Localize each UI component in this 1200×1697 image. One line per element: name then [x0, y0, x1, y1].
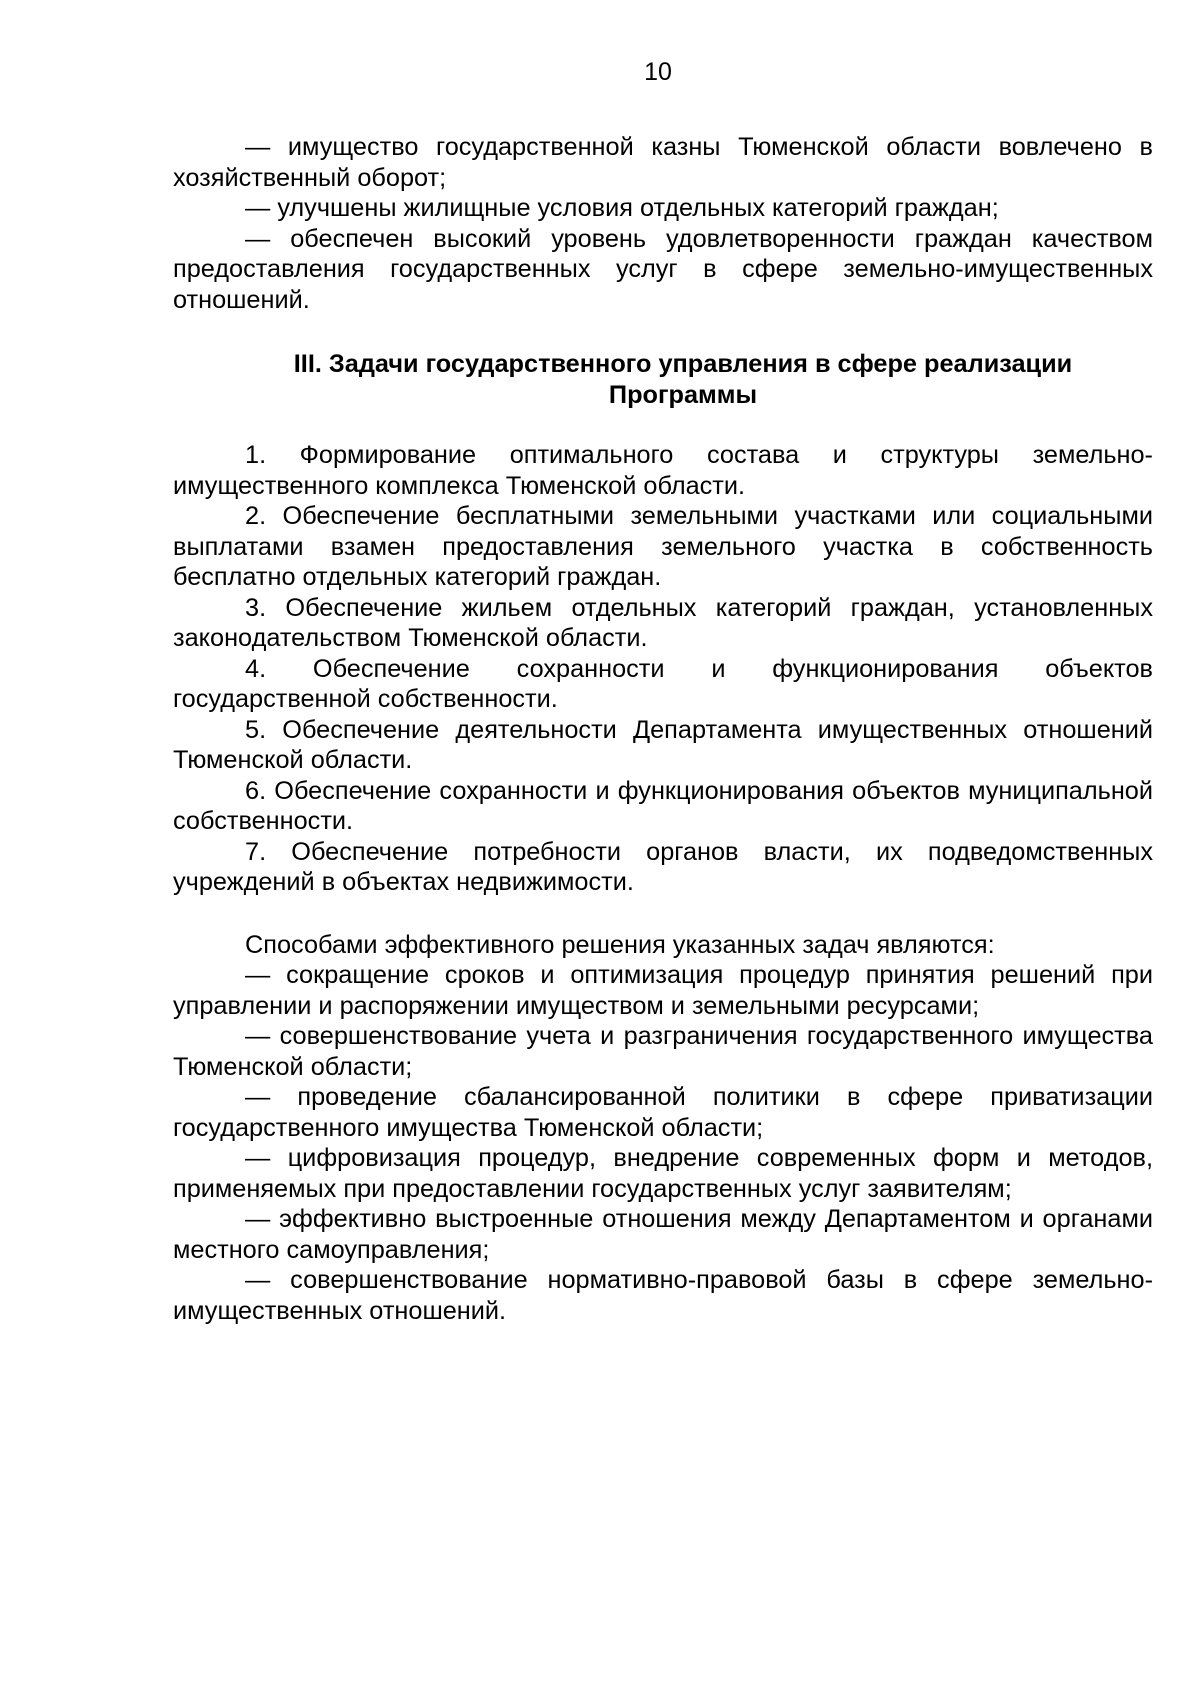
- method-item: — совершенствование нормативно-правовой базы в сфере земельно-имущественных отношений.: [173, 1266, 1153, 1325]
- task-item: 4. Обеспечение сохранности и функционирования объектов государственной собственности.: [173, 654, 1153, 713]
- intro-item: — улучшены жилищные условия отдельных категорий граждан;: [245, 194, 999, 222]
- method-item: — эффективно выстроенные отношения между Департаментом и органами местного самоуправления;: [173, 1205, 1153, 1264]
- task-item: 5. Обеспечение деятельности Департамента имущественных отношений Тюменской области.: [173, 715, 1153, 774]
- section-title-line: III. Задачи государственного управления в сфере реализации: [293, 350, 1073, 378]
- paragraph-gap: [173, 898, 1153, 930]
- page-number: 10: [644, 58, 672, 86]
- method-item: — проведение сбалансированной политики в сфере приватизации государственного имущества Тюменской области;: [173, 1083, 1153, 1142]
- section-title-line: Программы: [608, 380, 758, 409]
- method-item: — сокращение сроков и оптимизация процедур принятия решений при управлении и распоряжении имуществом и земельными ресурсами;: [173, 961, 1153, 1020]
- task-item: 3. Обеспечение жильем отдельных категорий граждан, установленных законодательством Тюменской области.: [173, 593, 1153, 652]
- intro-item: — имущество государственной казны Тюменской области вовлечено в хозяйственный оборот;: [173, 133, 1153, 192]
- section-title: [173, 349, 1153, 410]
- method-item: — совершенствование учета и разграничения государственного имущества Тюменской области;: [173, 1022, 1153, 1081]
- method-item: — цифровизация процедур, внедрение современных форм и методов, применяемых при предоставлении государственных услуг заявителям;: [173, 1144, 1153, 1203]
- task-item: 6. Обеспечение сохранности и функционирования объектов муниципальной собственности.: [173, 776, 1153, 835]
- methods-intro: Способами эффективного решения указанных задач являются:: [245, 930, 995, 959]
- document-body: [173, 132, 1153, 1326]
- task-item: 7. Обеспечение потребности органов власти, их подведомственных учреждений в объектах недвижимости.: [173, 837, 1153, 896]
- task-item: 1. Формирование оптимального состава и структуры земельно-имущественного комплекса Тюменской области.: [173, 441, 1153, 500]
- intro-item: — обеспечен высокий уровень удовлетворенности граждан качеством предоставления государственных услуг в сфере земельно-имущественных отношений.: [173, 224, 1153, 314]
- task-item: 2. Обеспечение бесплатными земельными участками или социальными выплатами взамен предоставления земельного участка в собственность бесплатно отдельных категорий граждан.: [173, 502, 1153, 591]
